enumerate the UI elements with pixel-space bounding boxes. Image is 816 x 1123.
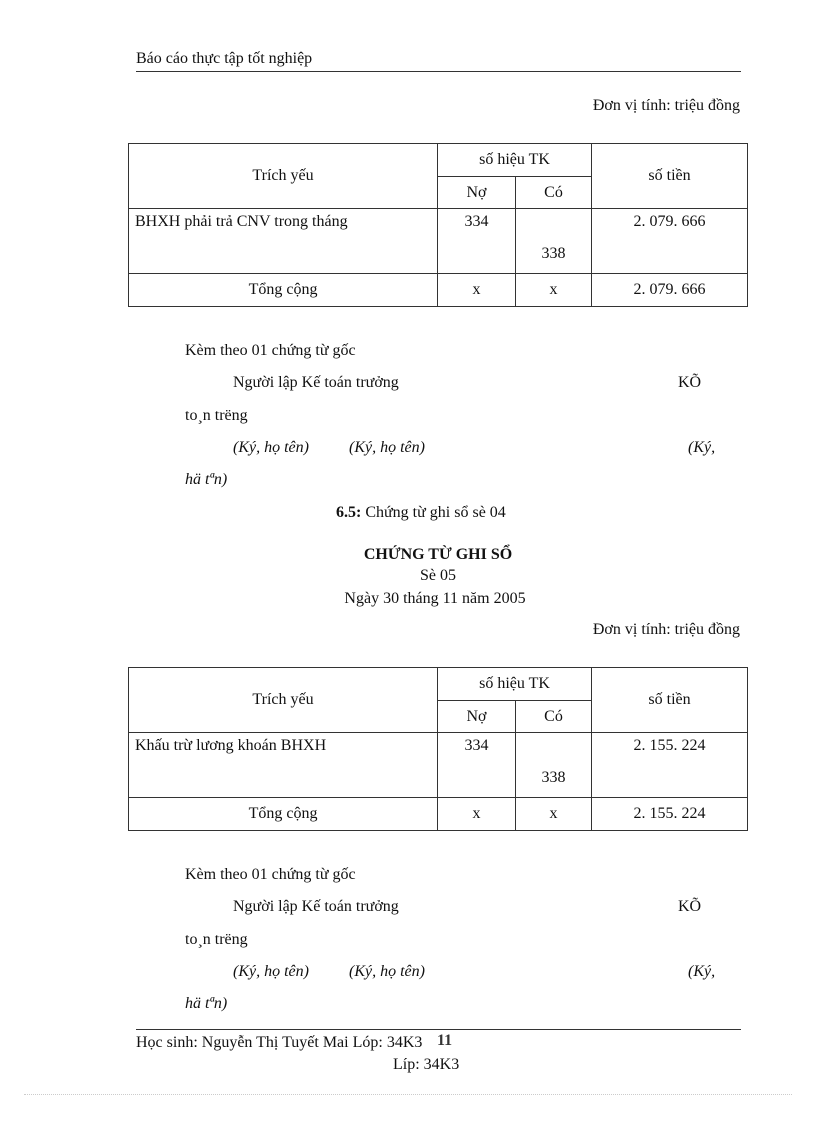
- row-amount: 2. 155. 224: [592, 733, 748, 798]
- total-debit: x: [438, 274, 516, 307]
- col-header-co: Có: [516, 701, 592, 733]
- table-row: [129, 733, 748, 798]
- unit-label-1: Đơn vị tính: triệu đồng: [592, 97, 740, 114]
- total-amount: 2. 155. 224: [592, 798, 748, 831]
- voucher-number: Sè 05: [420, 567, 456, 584]
- total-label: Tổng cộng: [129, 274, 438, 307]
- total-row: [129, 798, 748, 831]
- sign-hint-director-1: (Ký,: [688, 439, 716, 456]
- signer-right-2: KÕ: [678, 898, 702, 915]
- footer-rule: [136, 1029, 741, 1030]
- signer-wrap-1: to¸n trëng: [185, 407, 248, 424]
- page-number: 11: [437, 1032, 453, 1049]
- sign-hint-wrap-1: hä tªn): [185, 471, 228, 488]
- section-text: Chứng từ ghi sổ sè 04: [361, 504, 506, 521]
- total-debit: x: [438, 798, 516, 831]
- col-header-trich-yeu: Trích yếu: [129, 144, 438, 209]
- row-desc: Khấu trừ lương khoán BHXH: [129, 733, 438, 798]
- row-desc: BHXH phải trả CNV trong tháng: [129, 209, 438, 274]
- col-header-so-hieu-tk: số hiệu TK: [438, 668, 592, 701]
- col-header-so-hieu-tk: số hiệu TK: [438, 144, 592, 177]
- total-row: [129, 274, 748, 307]
- row-credit-account: 338: [516, 209, 592, 274]
- sign-hint-director-2: (Ký,: [688, 963, 716, 980]
- voucher-date: Ngày 30 tháng 11 năm 2005: [344, 590, 526, 607]
- row-credit-account: 338: [516, 733, 592, 798]
- signer-right-1: KÕ: [678, 374, 702, 391]
- attachment-note-2: Kèm theo 01 chứng từ gốc: [185, 866, 356, 883]
- row-debit-account: 334: [438, 209, 516, 274]
- col-header-trich-yeu: Trích yếu: [129, 668, 438, 733]
- sign-hint-chief-accountant-2: (Ký, họ tên): [349, 963, 425, 980]
- col-header-no: Nợ: [438, 701, 516, 733]
- row-amount: 2. 079. 666: [592, 209, 748, 274]
- row-debit-account: 334: [438, 733, 516, 798]
- page-bottom-rule: [24, 1094, 792, 1095]
- sign-hint-wrap-2: hä tªn): [185, 995, 228, 1012]
- col-header-so-tien: số tiền: [592, 144, 748, 209]
- total-credit: x: [516, 798, 592, 831]
- voucher-heading: CHỨNG TỪ GHI SỔ: [363, 546, 513, 563]
- signers-line-1: Người lập Kế toán trưởng: [233, 374, 399, 391]
- page-header-title: Báo cáo thực tập tốt nghiệp: [136, 50, 313, 67]
- total-amount: 2. 079. 666: [592, 274, 748, 307]
- section-heading: [336, 504, 506, 522]
- footer-student: Học sinh: Nguyễn Thị Tuyết Mai Lóp: 34K3: [136, 1034, 423, 1051]
- footer-class: Líp: 34K3: [393, 1056, 460, 1073]
- attachment-note-1: Kèm theo 01 chứng từ gốc: [185, 342, 356, 359]
- col-header-so-tien: số tiền: [592, 668, 748, 733]
- sign-hint-chief-accountant-1: (Ký, họ tên): [349, 439, 425, 456]
- col-header-no: Nợ: [438, 177, 516, 209]
- header-rule: [136, 71, 741, 72]
- total-label: Tổng cộng: [129, 798, 438, 831]
- col-header-co: Có: [516, 177, 592, 209]
- voucher-table-2: [128, 667, 748, 831]
- voucher-table-1: [128, 143, 748, 307]
- sign-hint-preparer-1: (Ký, họ tên): [233, 439, 309, 456]
- total-credit: x: [516, 274, 592, 307]
- table-row: [129, 209, 748, 274]
- sign-hint-preparer-2: (Ký, họ tên): [233, 963, 309, 980]
- signer-wrap-2: to¸n trëng: [185, 931, 248, 948]
- signers-line-2: Người lập Kế toán trưởng: [233, 898, 399, 915]
- section-number: 6.5:: [336, 504, 362, 521]
- unit-label-2: Đơn vị tính: triệu đồng: [592, 621, 740, 638]
